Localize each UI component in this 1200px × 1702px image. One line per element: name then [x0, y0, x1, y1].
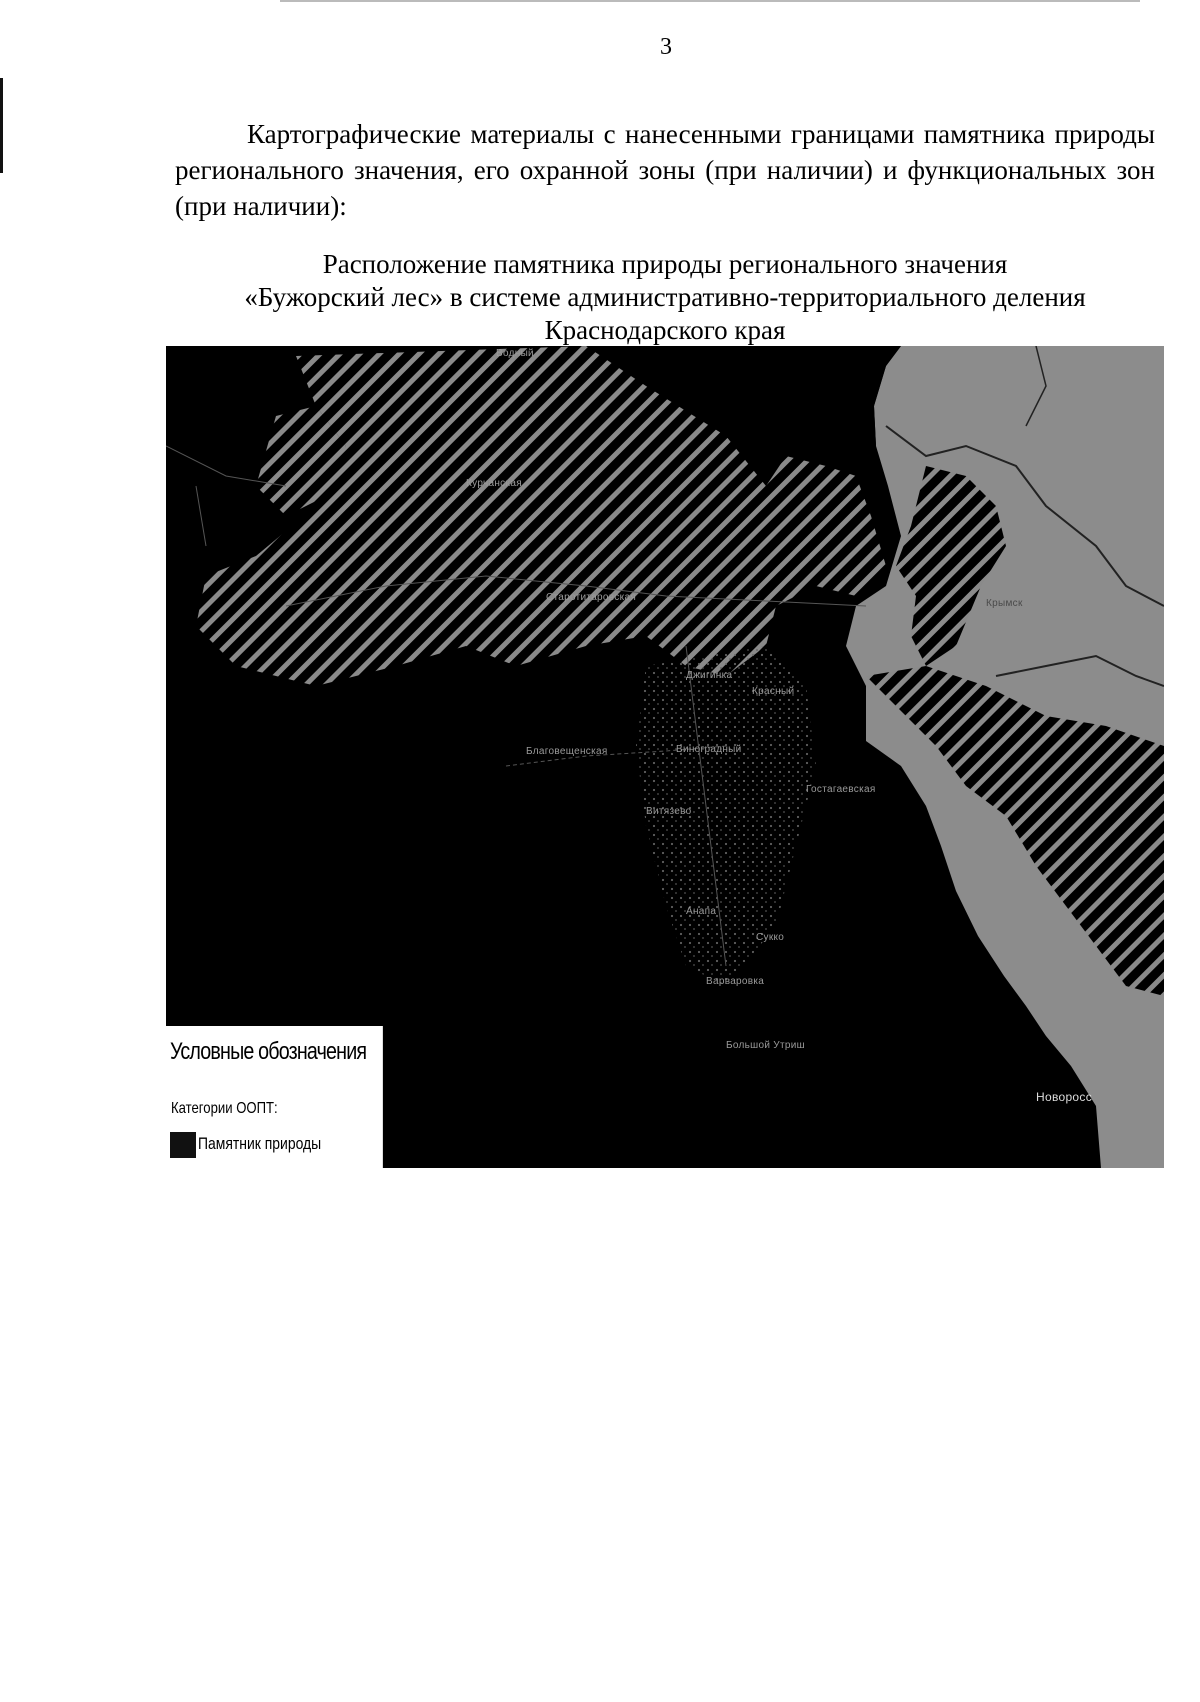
map-label-sukko: Сукко — [756, 932, 785, 943]
legend-swatch — [170, 1132, 196, 1158]
regional-map — [166, 346, 1164, 1168]
intro-paragraph: Картографические материалы с нанесенными границами памятника природы регионального значения, его охранной зоны (при наличии) и функциональных зон (при наличии): — [175, 119, 1155, 221]
legend-item-nature-monument: Памятник природы — [198, 1134, 322, 1153]
map-label-varvarovka: Варваровка — [706, 976, 765, 987]
scan-top-edge — [280, 0, 1140, 2]
caption-line-3: Краснодарского края — [544, 315, 786, 345]
map-label-bolshoy-utrish: Большой Утриш — [726, 1040, 805, 1051]
map-label-vityazevo: Витязево — [646, 806, 692, 817]
map-caption — [175, 248, 1155, 347]
scan-margin-mark — [0, 78, 3, 173]
caption-line-2: «Бужорский лес» в системе административно-территориального деления — [244, 282, 1086, 312]
map-label-vodnyy: Водный — [496, 348, 534, 359]
map-label-vinogradnyy: Виноградный — [676, 744, 742, 755]
map-label-anapa: Анапа — [686, 906, 717, 917]
legend-subtitle: Категории ООПТ: — [171, 1100, 278, 1117]
map-label-starotitarovskaya: Старотитаровская — [546, 592, 637, 603]
map-label-kurchanskaya: Курчанская — [466, 478, 522, 489]
map-legend — [166, 1026, 383, 1168]
road — [196, 486, 206, 546]
map-label-krasnyy: Красный — [752, 686, 795, 697]
protected-zone-north — [196, 346, 886, 686]
page-number: 3 — [660, 34, 672, 60]
map-label-dzhiginka: Джигинка — [686, 670, 733, 681]
map-label-blagoveshchenskaya: Благовещенская — [526, 746, 608, 757]
legend-title: Условные обозначения — [170, 1038, 367, 1065]
map-label-novorossiysk: Новоросс — [1036, 1090, 1093, 1104]
map-label-gostagaevskaya: Гостагаевская — [806, 784, 876, 795]
caption-line-1: Расположение памятника природы регионального значения — [322, 249, 1008, 279]
map-label-krymsk: Крымск — [986, 598, 1023, 609]
